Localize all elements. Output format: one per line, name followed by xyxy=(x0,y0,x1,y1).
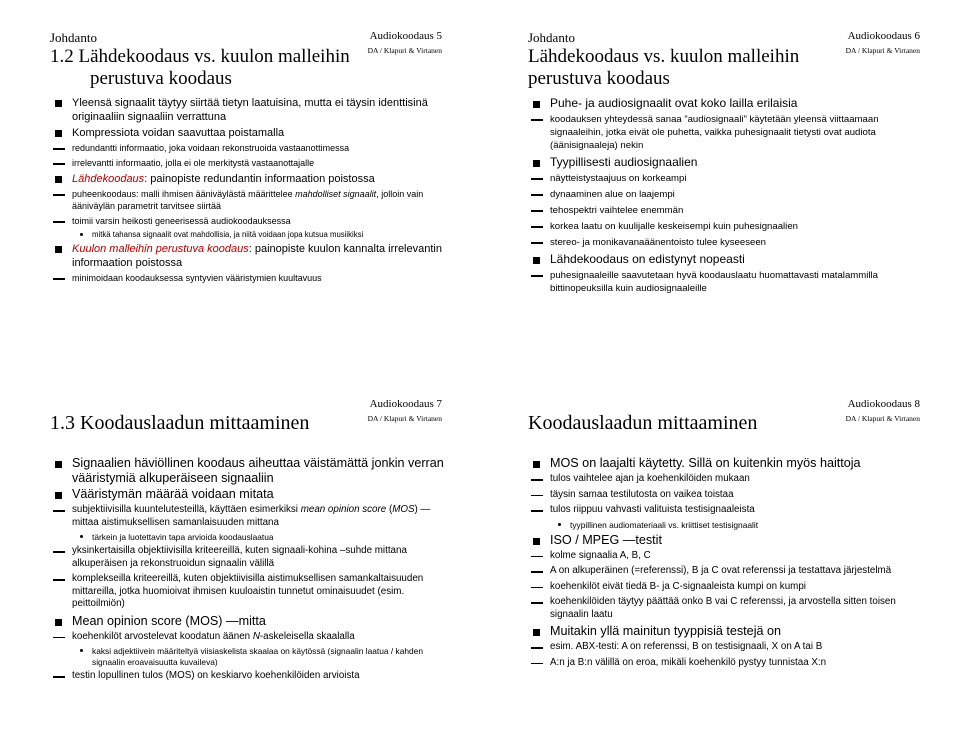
dash-bullet-icon xyxy=(531,479,543,481)
square-bullet-icon xyxy=(55,100,62,107)
slide-body xyxy=(50,96,445,287)
slide-title: Koodauslaadun mittaaminen xyxy=(528,412,758,434)
dash-bullet-icon xyxy=(531,587,543,589)
sub-bullet: irrelevantti informaatio, jolla ei ole merkitystä vastaanottajalle xyxy=(50,157,445,169)
square-bullet-icon xyxy=(533,257,540,264)
slide-body xyxy=(50,456,445,686)
bullet: Signaalien häviöllinen koodaus aiheuttaa väistämättä jonkin verran vääristymiä alkuperäiseen signaaliin xyxy=(50,456,445,486)
bullet: Kompressiota voidan saavuttaa poistamalla xyxy=(50,126,445,140)
sub-bullet: korkea laatu on kuulijalle keskeisempi kuin puhesignaalien xyxy=(528,220,923,233)
dash-bullet-icon xyxy=(531,210,543,212)
dot-bullet-icon xyxy=(80,233,83,236)
dash-bullet-icon xyxy=(53,551,65,553)
dash-bullet-icon xyxy=(531,226,543,228)
dash-bullet-icon xyxy=(53,163,65,165)
sub-bullet: tehospektri vaihtelee enemmän xyxy=(528,204,923,217)
slide-body xyxy=(528,96,923,298)
slide-title: 1.2 Lähdekoodaus vs. kuulon malleihin perustuva koodaus xyxy=(50,46,350,89)
sub-bullet: näytteistystaajuus on korkeampi xyxy=(528,172,923,185)
slide-title: 1.3 Koodauslaadun mittaaminen xyxy=(50,412,310,434)
sub-bullet: A:n ja B:n välillä on eroa, mikäli koehenkilö pystyy tunnistaa X:n xyxy=(528,657,923,670)
section-label: Johdanto xyxy=(50,30,97,45)
bullet: Lähdekoodaus on edistynyt nopeasti xyxy=(528,252,923,267)
author-label: DA / Klapuri & Virtanen xyxy=(845,414,920,423)
dash-bullet-icon xyxy=(531,242,543,244)
square-bullet-icon xyxy=(533,538,540,545)
sub-bullet: puheenkoodaus: malli ihmisen ääniväylästä määrittelee mahdolliset signaalit, jolloin vain ääniväylän parametrit tarvitsee siirtää xyxy=(50,188,445,212)
sub-bullet: minimoidaan koodauksessa syntyvien vääristymien kuultavuus xyxy=(50,272,445,284)
sub-bullet: täysin samaa testilutosta on vaikea toistaa xyxy=(528,489,923,502)
sub-bullet: subjektiivisilla kuuntelutesteillä, käyttäen esimerkiksi mean opinion score (MOS) —mittaa aistimuksellisen samanlaisuuden mittana xyxy=(50,504,445,529)
square-bullet-icon xyxy=(55,130,62,137)
bullet: ISO / MPEG —testit xyxy=(528,533,923,548)
sub-bullet: A on alkuperäinen (=referenssi), B ja C ovat referenssi ja testattava järjestelmä xyxy=(528,565,923,578)
dash-bullet-icon xyxy=(531,275,543,277)
square-bullet-icon xyxy=(533,101,540,108)
sub-bullet: koodauksen yhteydessä sanaa ”audiosignaali” käytetään yleensä viittaamaan signaaleihin, jotka eivät ole puhetta, vaikka puhesignaalit tietysti ovat audiota (äänisignaaleja) nekin xyxy=(528,113,923,152)
section-label: Johdanto xyxy=(528,30,575,45)
slide-number: Audiokoodaus 6 xyxy=(847,30,920,42)
square-bullet-icon xyxy=(55,492,62,499)
dash-bullet-icon xyxy=(53,221,65,223)
dash-bullet-icon xyxy=(53,278,65,280)
sub-bullet: yksinkertaisilla objektiivisilla kriteereillä, kuten signaali-kohina –suhde mittana alkuperäisen ja rekonstruoidun signaalin välillä xyxy=(50,545,445,570)
square-bullet-icon xyxy=(55,176,62,183)
bullet: Vääristymän määrää voidaan mitata xyxy=(50,487,445,502)
bullet: Mean opinion score (MOS) —mitta xyxy=(50,614,445,629)
sub-bullet: esim. ABX-testi: A on referenssi, B on testisignaali, X on A tai B xyxy=(528,641,923,654)
sub-bullet: testin lopullinen tulos (MOS) on keskiarvo koehenkilöiden arvioista xyxy=(50,670,445,683)
slide-5 xyxy=(50,28,470,358)
sub-bullet: koehenkilöt arvostelevat koodatun äänen N-askeleisella skaalalla xyxy=(50,631,445,644)
dash-bullet-icon xyxy=(531,602,543,604)
bullet: Yleensä signaalit täytyy siirtää tietyn laatuisina, mutta ei täysin identtisinä originaaliin signaaliin verrattuna xyxy=(50,96,445,124)
dash-bullet-icon xyxy=(531,119,543,121)
bullet: MOS on laajalti käytetty. Sillä on kuitenkin myös haittoja xyxy=(528,456,923,471)
sub-bullet: tulos vaihtelee ajan ja koehenkilöiden mukaan xyxy=(528,473,923,486)
dot-bullet: tyypillinen audiomateriaali vs. kriittiset testisignaalit xyxy=(528,520,923,531)
slide-number: Audiokoodaus 8 xyxy=(847,398,920,410)
square-bullet-icon xyxy=(55,461,62,468)
author-label: DA / Klapuri & Virtanen xyxy=(367,414,442,423)
slide-7 xyxy=(50,396,470,726)
square-bullet-icon xyxy=(533,461,540,468)
sub-bullet: dynaaminen alue on laajempi xyxy=(528,188,923,201)
slide-number: Audiokoodaus 5 xyxy=(369,30,442,42)
dash-bullet-icon xyxy=(53,676,65,678)
square-bullet-icon xyxy=(55,619,62,626)
dot-bullet: mitkä tahansa signaalit ovat mahdollisia, ja niitä voidaan jopa kutsua musiikiksi xyxy=(50,230,445,240)
sub-bullet: tulos riippuu vahvasti valituista testisignaaleista xyxy=(528,504,923,517)
bullet: Lähdekoodaus: painopiste redundantin informaation poistossa xyxy=(50,172,445,186)
square-bullet-icon xyxy=(55,246,62,253)
dash-bullet-icon xyxy=(53,579,65,581)
dash-bullet-icon xyxy=(53,148,65,150)
sub-bullet: redundantti informaatio, joka voidaan rekonstruoida vastaanottimessa xyxy=(50,142,445,154)
dash-bullet-icon xyxy=(531,647,543,649)
dash-bullet-icon xyxy=(53,510,65,512)
dot-bullet-icon xyxy=(558,523,561,526)
author-label: DA / Klapuri & Virtanen xyxy=(845,46,920,55)
dash-bullet-icon xyxy=(531,571,543,573)
dash-bullet-icon xyxy=(531,495,543,497)
author-label: DA / Klapuri & Virtanen xyxy=(367,46,442,55)
dash-bullet-icon xyxy=(531,194,543,196)
dot-bullet-icon xyxy=(80,649,83,652)
square-bullet-icon xyxy=(533,160,540,167)
sub-bullet: komplekseilla kriteereillä, kuten objektiivisilla aistimuksellisen samankaltaisuuden mittareilla, jotka huomioivat ihmisen kuuloaistin tunnetut ominaisuudet (esim. peittoilmiön) xyxy=(50,573,445,611)
sub-bullet: kolme signaalia A, B, C xyxy=(528,550,923,563)
bullet: Tyypillisesti audiosignaalien xyxy=(528,155,923,170)
bullet: Puhe- ja audiosignaalit ovat koko lailla erilaisia xyxy=(528,96,923,111)
sub-bullet: toimii varsin heikosti geneerisessä audiokoodauksessa xyxy=(50,215,445,227)
dot-bullet-icon xyxy=(80,535,83,538)
slide-8 xyxy=(528,396,948,726)
slide-body xyxy=(528,456,923,672)
dash-bullet-icon xyxy=(53,637,65,639)
dash-bullet-icon xyxy=(53,194,65,196)
dash-bullet-icon xyxy=(531,178,543,180)
square-bullet-icon xyxy=(533,629,540,636)
sub-bullet: koehenkilöiden täytyy päättää onko B vai C referenssi, ja arvostella sitten toisen signaalin laatu xyxy=(528,596,923,621)
slide-title: Lähdekoodaus vs. kuulon malleihin perustuva koodaus xyxy=(528,46,800,89)
sub-bullet: puhesignaaleille saavutetaan hyvä koodauslaatu huomattavasti matalammilla bittinopeuksilla kuin audiosignaaleille xyxy=(528,269,923,295)
sub-bullet: koehenkilöt eivät tiedä B- ja C-signaaleista kumpi on kumpi xyxy=(528,581,923,594)
dash-bullet-icon xyxy=(531,663,543,665)
dash-bullet-icon xyxy=(531,556,543,558)
dot-bullet: kaksi adjektiivein määriteltyä viisiaskelista skaalaa on käytössä (signaalin laatua / kahden signaalin eroavaisuutta kuvaileva) xyxy=(50,646,445,668)
bullet: Muitakin yllä mainitun tyyppisiä testejä on xyxy=(528,624,923,639)
dot-bullet: tärkein ja luotettavin tapa arvioida koodauslaatua xyxy=(50,532,445,543)
sub-bullet: stereo- ja monikavanaäänentoisto tulee kyseeseen xyxy=(528,236,923,249)
bullet: Kuulon malleihin perustuva koodaus: painopiste kuulon kannalta irrelevantin informaation poistossa xyxy=(50,242,445,270)
slide-6 xyxy=(528,28,948,358)
dash-bullet-icon xyxy=(531,510,543,512)
slide-number: Audiokoodaus 7 xyxy=(369,398,442,410)
